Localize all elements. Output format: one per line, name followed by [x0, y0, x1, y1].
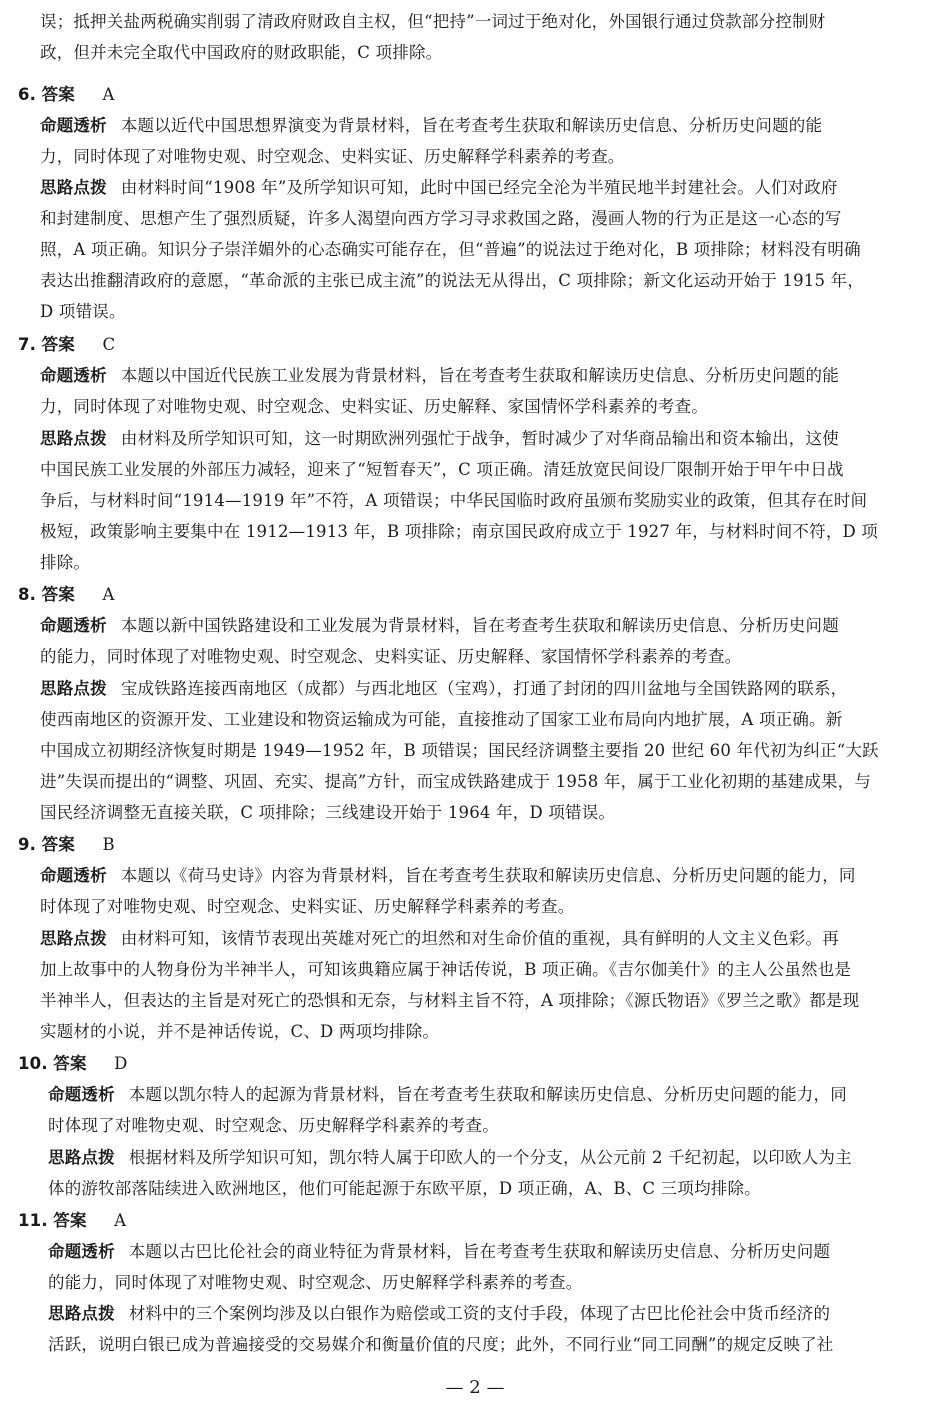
- text-line: 表达出推翻清政府的意愿，“革命派的主张已成主流”的说法无从得出，C 项排除；新文化运动开始于 1915 年，: [40, 271, 865, 290]
- analysis-label: 命题透析: [40, 866, 107, 885]
- text-line: 的能力，同时体现了对唯物史观、时空观念、史料实证、历史解释、家国情怀学科素养的考查。: [40, 647, 742, 666]
- text-line: 照，A 项正确。知识分子崇洋媚外的心态确实可能存在，但“普遍”的说法过于绝对化，B 项排除；材料没有明确: [40, 240, 861, 259]
- text-line: 和封建制度、思想产生了强烈质疑，许多人渴望向西方学习寻求救国之路，漫画人物的行为正是这一心态的写: [40, 209, 842, 228]
- question-number: 9.: [18, 835, 37, 854]
- text-line: 中国民族工业发展的外部压力减轻，迎来了“短暂春天”，C 项正确。清廷放宽民间设厂限制开始于甲午中日战: [40, 460, 844, 479]
- approach-label: 思路点拨: [48, 1304, 115, 1323]
- answer-value: A: [102, 585, 115, 604]
- answer-label: 答案: [41, 835, 76, 854]
- text-line: 力，同时体现了对唯物史观、时空观念、史料实证、历史解释、家国情怀学科素养的考查。: [40, 397, 708, 416]
- analysis-line: 命题透析 本题以近代中国思想界演变为背景材料，旨在考查考生获取和解读历史信息、分析历史问题的能: [40, 116, 823, 135]
- text-line: 极短，政策影响主要集中在 1912—1913 年，B 项排除；南京国民政府成立于 1927 年，与材料时间不符，D 项: [40, 522, 879, 541]
- approach-line: 思路点拨 根据材料及所学知识可知，凯尔特人属于印欧人的一个分支，从公元前 2 千纪初起，以印欧人为主: [48, 1148, 852, 1167]
- text-line: 时体现了对唯物史观、时空观念、史料实证、历史解释学科素养的考查。: [40, 897, 575, 916]
- text-line: 使西南地区的资源开发、工业建设和物资运输成为可能，直接推动了国家工业布局向内地扩展，A 项正确。新: [40, 710, 843, 729]
- analysis-line: 命题透析 本题以凯尔特人的起源为背景材料，旨在考查考生获取和解读历史信息、分析历史问题的能力，同: [48, 1085, 847, 1104]
- text-line: 争后，与材料时间“1914—1919 年”不符，A 项错误；中华民国临时政府虽颁布奖励实业的政策，但其存在时间: [40, 491, 868, 510]
- answer-value: A: [102, 85, 115, 104]
- question-number: 7.: [18, 335, 37, 354]
- analysis-label: 命题透析: [48, 1085, 115, 1104]
- question-6-answer: [18, 83, 906, 107]
- answer-label: 答案: [53, 1211, 87, 1230]
- analysis-line: 命题透析 本题以新中国铁路建设和工业发展为背景材料，旨在考查考生获取和解读历史信息、分析历史问题: [40, 616, 839, 635]
- question-10-answer: [18, 1052, 906, 1076]
- approach-line: 思路点拨 由材料可知，该情节表现出英雄对死亡的坦然和对生命价值的重视，具有鲜明的人文主义色彩。再: [40, 929, 839, 948]
- approach-line: 思路点拨 宝成铁路连接西南地区（成都）与西北地区（宝鸡），打通了封闭的四川盆地与全国铁路网的联系，: [40, 679, 848, 698]
- approach-line: 思路点拨 由材料及所学知识可知，这一时期欧洲列强忙于战争，暂时减少了对华商品输出和资本输出，这使: [40, 429, 839, 448]
- question-number: 6.: [18, 85, 37, 104]
- answer-value: C: [102, 335, 116, 354]
- approach-label: 思路点拨: [48, 1148, 115, 1167]
- analysis-label: 命题透析: [48, 1242, 115, 1261]
- answer-label: 答案: [41, 585, 76, 604]
- text-line: 半神半人，但表达的主旨是对死亡的恐惧和无奈，与材料主旨不符，A 项排除；《源氏物语》《罗兰之歌》都是现: [40, 991, 860, 1010]
- analysis-line: 命题透析 本题以古巴比伦社会的商业特征为背景材料，旨在考查考生获取和解读历史信息、分析历史问题: [48, 1242, 831, 1261]
- text-line: 误；抵押关盐两税确实削弱了清政府财政自主权，但“把持”一词过于绝对化，外国银行通过贷款部分控制财: [40, 12, 826, 31]
- text-line: 的能力，同时体现了对唯物史观、时空观念、历史解释学科素养的考查。: [48, 1273, 583, 1292]
- approach-label: 思路点拨: [40, 679, 107, 698]
- text-line: 国民经济调整无直接关联，C 项排除；三线建设开始于 1964 年，D 项错误。: [40, 803, 616, 822]
- analysis-label: 命题透析: [40, 616, 107, 635]
- answer-value: A: [114, 1211, 127, 1230]
- analysis-line: 命题透析 本题以中国近代民族工业发展为背景材料，旨在考查考生获取和解读历史信息、分析历史问题的能: [40, 366, 839, 385]
- text-line: 政，但并未完全取代中国政府的财政职能，C 项排除。: [40, 43, 443, 62]
- approach-label: 思路点拨: [40, 178, 107, 197]
- approach-line: 思路点拨 材料中的三个案例均涉及以白银作为赔偿或工资的支付手段，体现了古巴比伦社会中货币经济的: [48, 1304, 831, 1323]
- question-7-answer: [18, 333, 906, 357]
- text-line: 加上故事中的人物身份为半神半人，可知该典籍应属于神话传说，B 项正确。《吉尔伽美什》的主人公虽然也是: [40, 960, 852, 979]
- question-number: 8.: [18, 585, 37, 604]
- answer-label: 答案: [53, 1054, 87, 1073]
- approach-label: 思路点拨: [40, 929, 107, 948]
- question-9-answer: [18, 833, 906, 857]
- analysis-line: 命题透析 本题以《荷马史诗》内容为背景材料，旨在考查考生获取和解读历史信息、分析历史问题的能力，同: [40, 866, 856, 885]
- text-line: D 项错误。: [40, 302, 126, 321]
- text-line: 排除。: [40, 553, 91, 572]
- text-line: 时体现了对唯物史观、时空观念、历史解释学科素养的考查。: [48, 1116, 499, 1135]
- answer-value: B: [102, 835, 115, 854]
- analysis-label: 命题透析: [40, 116, 107, 135]
- text-line: 中国成立初期经济恢复时期是 1949—1952 年，B 项错误；国民经济调整主要指 20 世纪 60 年代初为纠正“大跃: [40, 741, 879, 760]
- answer-value: D: [114, 1054, 128, 1073]
- text-line: 进”失误而提出的“调整、巩固、充实、提高”方针，而宝成铁路建成于 1958 年，属于工业化初期的基建成果，与: [40, 772, 872, 791]
- text-line: 体的游牧部落陆续进入欧洲地区，他们可能起源于东欧平原，D 项正确，A、B、C 三项均排除。: [48, 1179, 761, 1198]
- question-number: 10.: [18, 1054, 48, 1073]
- text-line: 力，同时体现了对唯物史观、时空观念、史料实证、历史解释学科素养的考查。: [40, 147, 625, 166]
- question-number: 11.: [18, 1211, 48, 1230]
- answer-label: 答案: [41, 85, 76, 104]
- answer-label: 答案: [41, 335, 76, 354]
- text-line: 实题材的小说，并不是神话传说，C、D 两项均排除。: [40, 1022, 440, 1041]
- approach-line: 思路点拨 由材料时间“1908 年”及所学知识可知，此时中国已经完全沦为半殖民地半封建社会。人们对政府: [40, 178, 838, 197]
- page-number: — 2 —: [445, 1377, 505, 1398]
- analysis-label: 命题透析: [40, 366, 107, 385]
- text-line: 活跃，说明白银已成为普遍接受的交易媒介和衡量价值的尺度；此外，不同行业“同工同酬”的规定反映了社: [48, 1335, 834, 1354]
- approach-label: 思路点拨: [40, 429, 107, 448]
- question-11-answer: [18, 1209, 906, 1233]
- question-8-answer: [18, 583, 906, 607]
